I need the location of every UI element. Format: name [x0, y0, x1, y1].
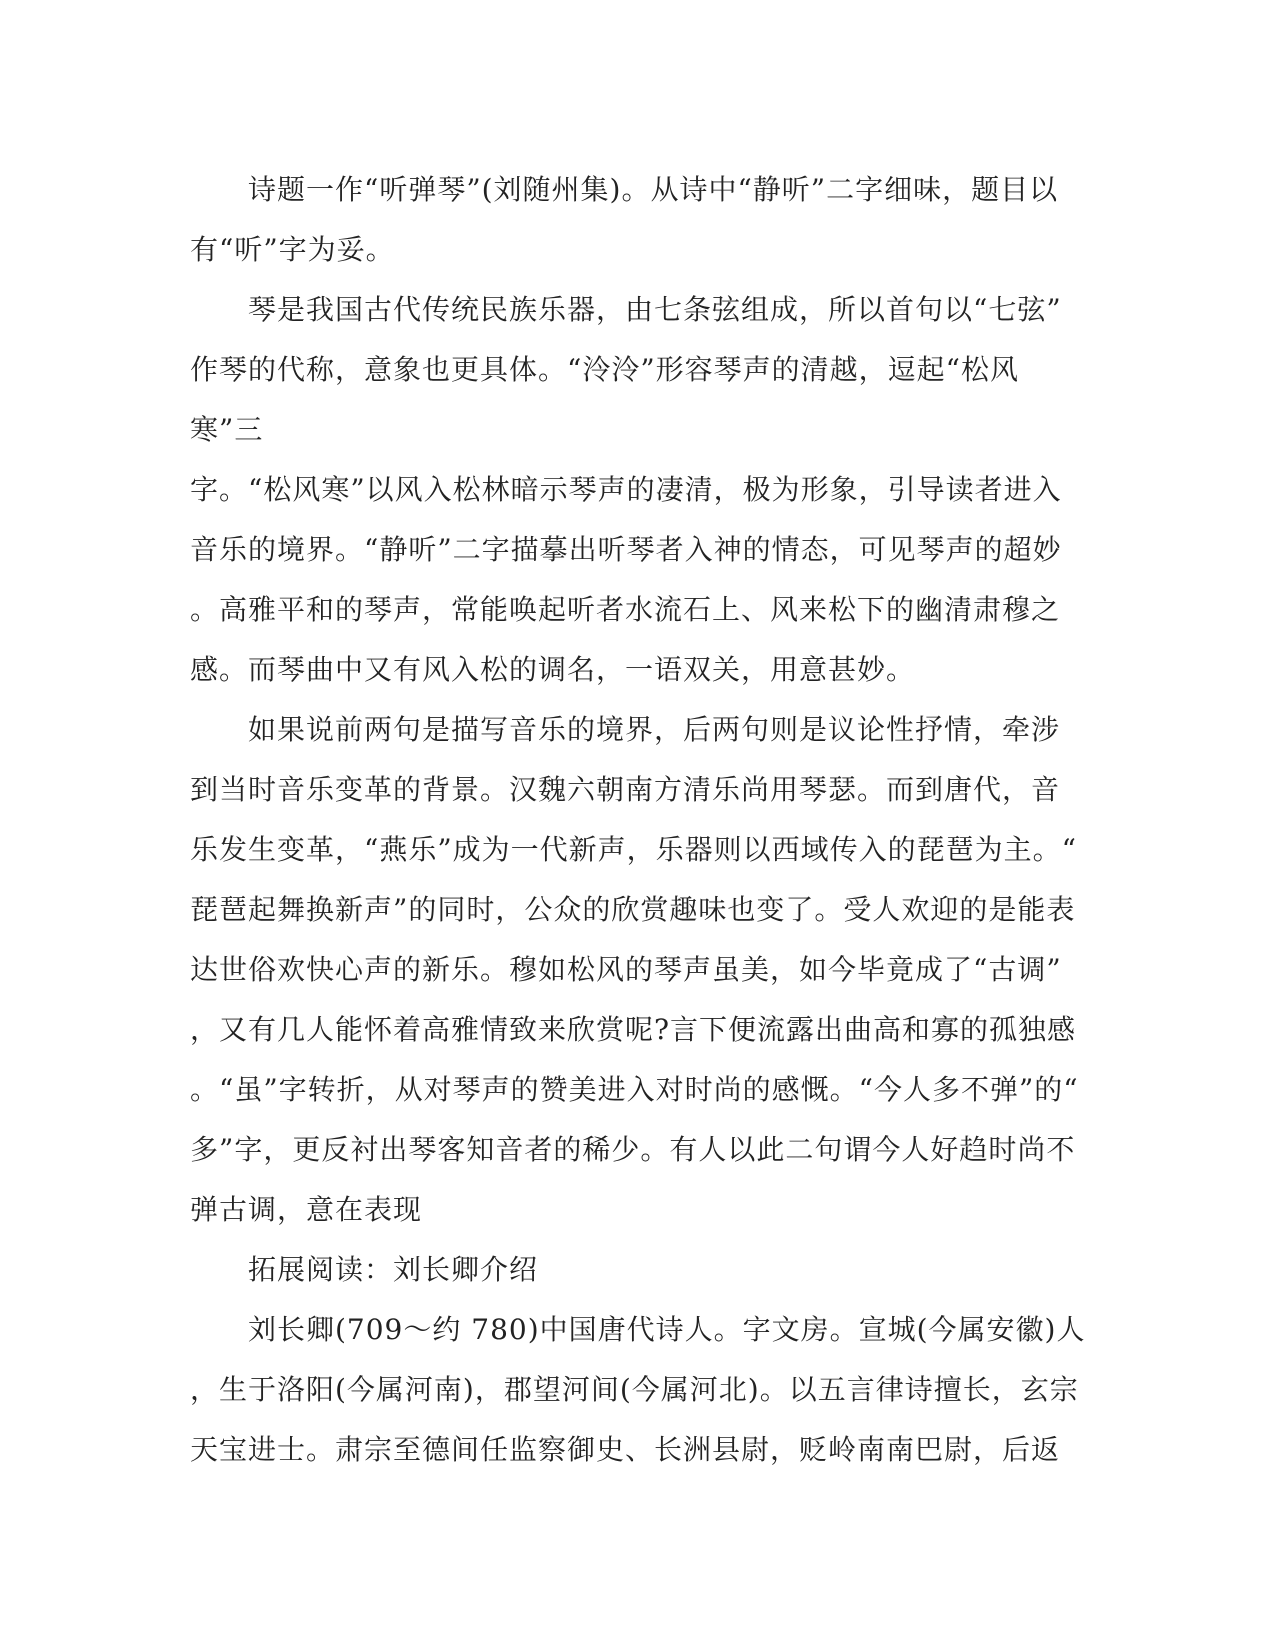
document-body: [190, 160, 1090, 1480]
paragraph-author-bio: 刘长卿(709～约 780)中国唐代诗人。字文房。宣城(今属安徽)人 ，生于洛阳(今属河南)，郡望河间(今属河北)。以五言律诗擅长，玄宗 天宝进士。肃宗至德间任监察御史、长洲县尉，贬岭南南巴尉，后返: [190, 1313, 1086, 1466]
extended-reading-heading: 拓展阅读：刘长卿介绍: [190, 1253, 539, 1286]
paragraph-qin-imagery: 琴是我国古代传统民族乐器，由七条弦组成，所以首句以“七弦” 作琴的代称，意象也更具体。“泠泠”形容琴声的清越，逗起“松风寒”三 字。“松风寒”以风入松林暗示琴声的凄清，极为形象，引导读者进入 音乐的境界。“静听”二字描摹出听琴者入神的情态，可见琴声的超妙 。高雅平和的琴声，常能唤起听者水流石上、风来松下的幽清肃穆之 感。而琴曲中又有风入松的调名，一语双关，用意甚妙。: [190, 293, 1062, 686]
paragraph-title-note: 诗题一作“听弹琴”(刘随州集)。从诗中“静听”二字细味，题目以 有“听”字为妥。: [190, 173, 1059, 266]
paragraph-music-change: 如果说前两句是描写音乐的境界，后两句则是议论性抒情，牵涉 到当时音乐变革的背景。汉魏六朝南方清乐尚用琴瑟。而到唐代，音 乐发生变革，“燕乐”成为一代新声，乐器则以西域传入的琵琶为主。“ 琵琶起舞换新声”的同时，公众的欣赏趣味也变了。受人欢迎的是能表 达世俗欢快心声的新乐。穆如松风的琴声虽美，如今毕竟成了“古调” ，又有几人能怀着高雅情致来欣赏呢?言下便流露出曲高和寡的孤独感 。“虽”字转折，从对琴声的赞美进入对时尚的感慨。“今人多不弹”的“ 多”字，更反衬出琴客知音者的稀少。有人以此二句谓今人好趋时尚不 弹古调，意在表现: [190, 713, 1079, 1226]
